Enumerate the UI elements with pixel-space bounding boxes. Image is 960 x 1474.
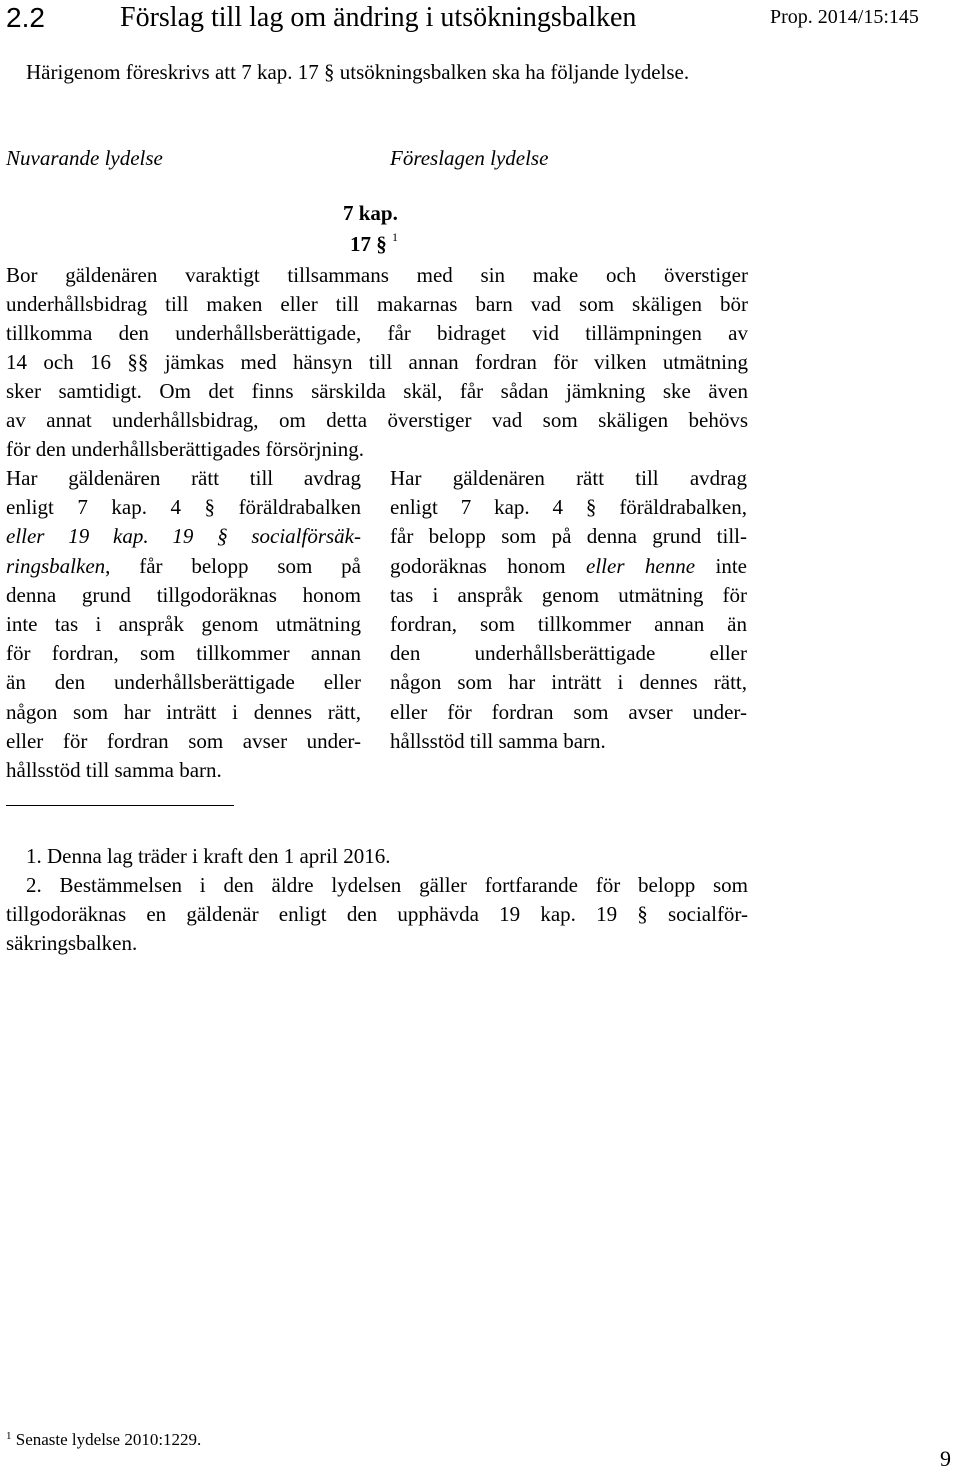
proposed-text-line: eller för fordran som avser under- <box>390 699 747 724</box>
footnote <box>6 1430 201 1450</box>
current-text-line: eller för fordran som avser under- <box>6 728 361 753</box>
current-wording-column <box>6 464 361 785</box>
common-text-line: 14 och 16 §§ jämkas med hänsyn till annan fordran för vilken utmätning <box>6 350 748 374</box>
current-version-label: Nuvarande lydelse <box>6 146 163 170</box>
text-fragment: godoräknas honom <box>390 553 587 578</box>
current-text-line: någon som har inträtt i dennes rätt, <box>6 699 361 724</box>
footnote-reference: 1 <box>392 230 398 244</box>
section-title: Förslag till lag om ändring i utsökningsbalken <box>120 2 637 33</box>
proposed-text-line: den underhållsberättigade eller <box>390 641 747 666</box>
proposed-text-line: hållsstöd till samma barn. <box>390 728 606 753</box>
current-text-line: enligt 7 kap. 4 § föräldrabalken <box>6 495 361 520</box>
transitional-item-2-line: säkringsbalken. <box>6 931 138 955</box>
proposed-text-line: enligt 7 kap. 4 § föräldrabalken, <box>390 495 747 520</box>
proposed-text-line: någon som har inträtt i dennes rätt, <box>390 670 747 695</box>
transitional-item-2-line: 2. Bestämmelsen i den äldre lydelsen gäller fortfarande för belopp som <box>26 873 748 897</box>
current-text-line: för fordran, som tillkommer annan <box>6 641 361 666</box>
text-fragment: , får belopp som på <box>105 553 361 578</box>
footnote-marker: 1 <box>6 1430 12 1442</box>
common-text-line: för den underhållsberättigades försörjning. <box>6 437 365 461</box>
current-text-line: inte tas i anspråk genom utmätning <box>6 611 361 636</box>
transitional-item-1: 1. Denna lag träder i kraft den 1 april 2016. <box>26 844 391 868</box>
common-text-line: tillkomma den underhållsberättigade, får bidraget vid tillämpningen av <box>6 321 748 345</box>
current-text-line: Har gäldenären rätt till avdrag <box>6 466 361 490</box>
proposed-text-line: Har gäldenären rätt till avdrag <box>390 466 747 490</box>
common-text-line: underhållsbidrag till maken eller till makarnas barn vad som skäligen bör <box>6 292 748 316</box>
intro-text: Härigenom föreskrivs att 7 kap. 17 § utsökningsbalken ska ha följande lydelse. <box>26 60 690 84</box>
proposed-text-line: tas i anspråk genom utmätning för <box>390 582 747 607</box>
text-fragment: inte <box>695 553 747 578</box>
separator-rule <box>6 805 234 806</box>
proposed-text-line: får belopp som på denna grund till- <box>390 524 747 549</box>
paragraph-heading <box>350 232 398 257</box>
common-text-line: sker samtidigt. Om det finns särskilda skäl, får sådan jämkning ske även <box>6 379 748 403</box>
current-text-line: denna grund tillgodoräknas honom <box>6 582 361 607</box>
chapter-heading: 7 kap. <box>343 201 398 225</box>
current-text-line: hållsstöd till samma barn. <box>6 757 222 782</box>
italic-amendment: eller henne <box>586 553 696 578</box>
common-text-line: av annat underhållsbidrag, om detta överstiger vad som skäligen behövs <box>6 408 748 432</box>
proposed-text-line <box>390 552 747 581</box>
footnote-text: Senaste lydelse 2010:1229. <box>15 1430 202 1449</box>
current-text-line: eller 19 kap. 19 § socialförsäk- <box>6 524 361 549</box>
transitional-item-2-line: tillgodoräknas en gäldenär enligt den upphävda 19 kap. 19 § socialför- <box>6 902 748 926</box>
current-text-line <box>6 552 361 581</box>
proposed-text-line: fordran, som tillkommer annan än <box>390 611 747 636</box>
italic-amendment: ringsbalken <box>6 553 106 578</box>
proposition-reference: Prop. 2014/15:145 <box>770 6 919 28</box>
page-number: 9 <box>940 1446 951 1471</box>
section-number: 2.2 <box>6 2 45 33</box>
proposed-wording-column <box>390 464 747 756</box>
common-text-line: Bor gäldenären varaktigt tillsammans med sin make och överstiger <box>6 263 748 287</box>
current-text-line: än den underhållsberättigade eller <box>6 670 361 695</box>
proposed-version-label: Föreslagen lydelse <box>390 146 549 170</box>
paragraph-number: 17 § <box>350 232 387 256</box>
